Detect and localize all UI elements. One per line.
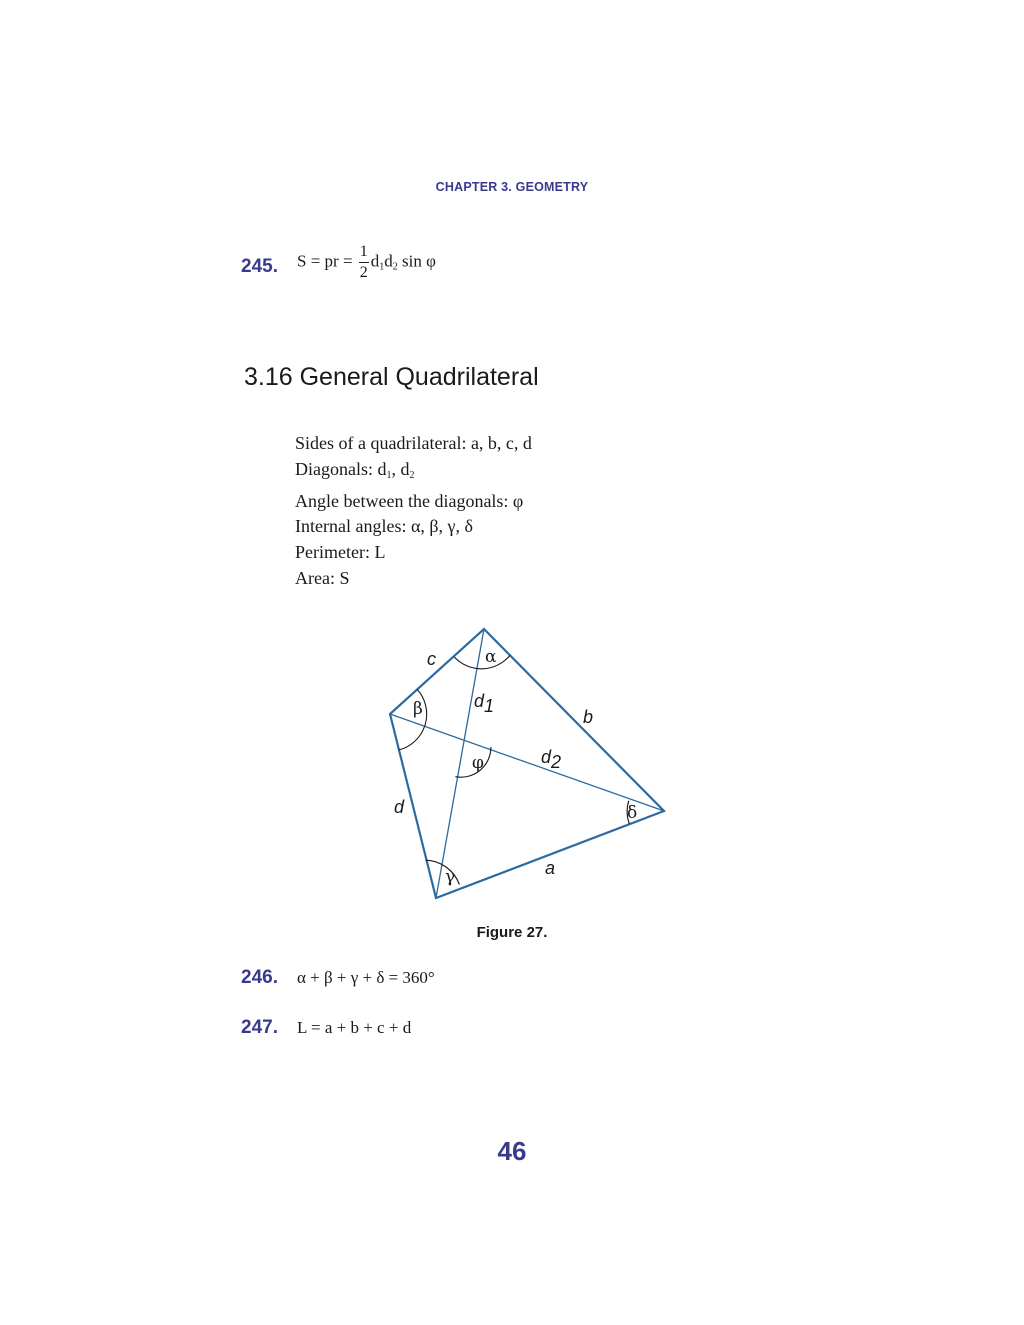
quadrilateral-outline <box>390 629 664 898</box>
formula-245-d2: d <box>384 251 393 271</box>
diagonal-sub1: 1 <box>386 469 392 481</box>
definition-sides: Sides of a quadrilateral: a, b, c, d <box>295 433 532 453</box>
chapter-header: CHAPTER 3. GEOMETRY <box>435 180 589 194</box>
d1-subscript: 1 <box>484 696 495 716</box>
formula-246: α + β + γ + δ = 360° <box>297 968 435 987</box>
angle-label-gamma: γ <box>445 867 456 887</box>
side-label-b: b <box>583 707 594 727</box>
side-label-c: c <box>427 649 436 669</box>
page-number: 46 <box>497 1136 527 1166</box>
formula-245-d1: d <box>370 251 380 271</box>
formula-245-sub1: 1 <box>379 261 385 273</box>
formula-247: L = a + b + c + d <box>297 1018 412 1037</box>
diagonal-sub2: 2 <box>409 469 415 481</box>
definition-area: Area: S <box>295 567 350 588</box>
side-label-d: d <box>394 797 405 817</box>
definition-angle: Angle between the diagonals: φ <box>295 490 524 511</box>
formula-245-sub2: 2 <box>392 261 398 273</box>
definition-internal-angles: Internal angles: α, β, γ, δ <box>295 516 473 537</box>
formula-246-number: 246. <box>241 967 278 988</box>
angle-label-beta: β <box>413 699 423 719</box>
angle-label-phi: φ <box>472 753 484 773</box>
side-label-a: a <box>545 858 556 878</box>
d1-letter: d <box>474 691 485 711</box>
angle-label-delta: δ <box>627 803 638 823</box>
diagonal-label-d1 <box>474 691 494 716</box>
d2-subscript: 2 <box>551 752 562 772</box>
fraction-denominator: 2 <box>359 264 368 281</box>
diagonal-d2: d <box>400 458 410 479</box>
angle-label-alpha: α <box>485 647 497 667</box>
diagonals-label: Diagonals: <box>295 458 378 479</box>
formula-245-tail: sin φ <box>397 251 436 271</box>
diagonal-d2-line <box>390 714 664 811</box>
diagonal-separator: , <box>391 458 401 479</box>
angle-arc-alpha <box>454 655 510 669</box>
section-title: 3.16 General Quadrilateral <box>244 363 539 391</box>
formula-245-number: 245. <box>241 256 278 277</box>
d2-letter: d <box>541 747 552 767</box>
fraction-numerator: 1 <box>359 244 369 263</box>
definition-perimeter: Perimeter: L <box>295 542 386 563</box>
formula-247-number: 247. <box>241 1017 278 1038</box>
diagonal-d1: d <box>377 458 387 479</box>
figure-caption: Figure 27. <box>476 924 548 941</box>
formula-245-lhs: S = pr = <box>297 251 357 271</box>
